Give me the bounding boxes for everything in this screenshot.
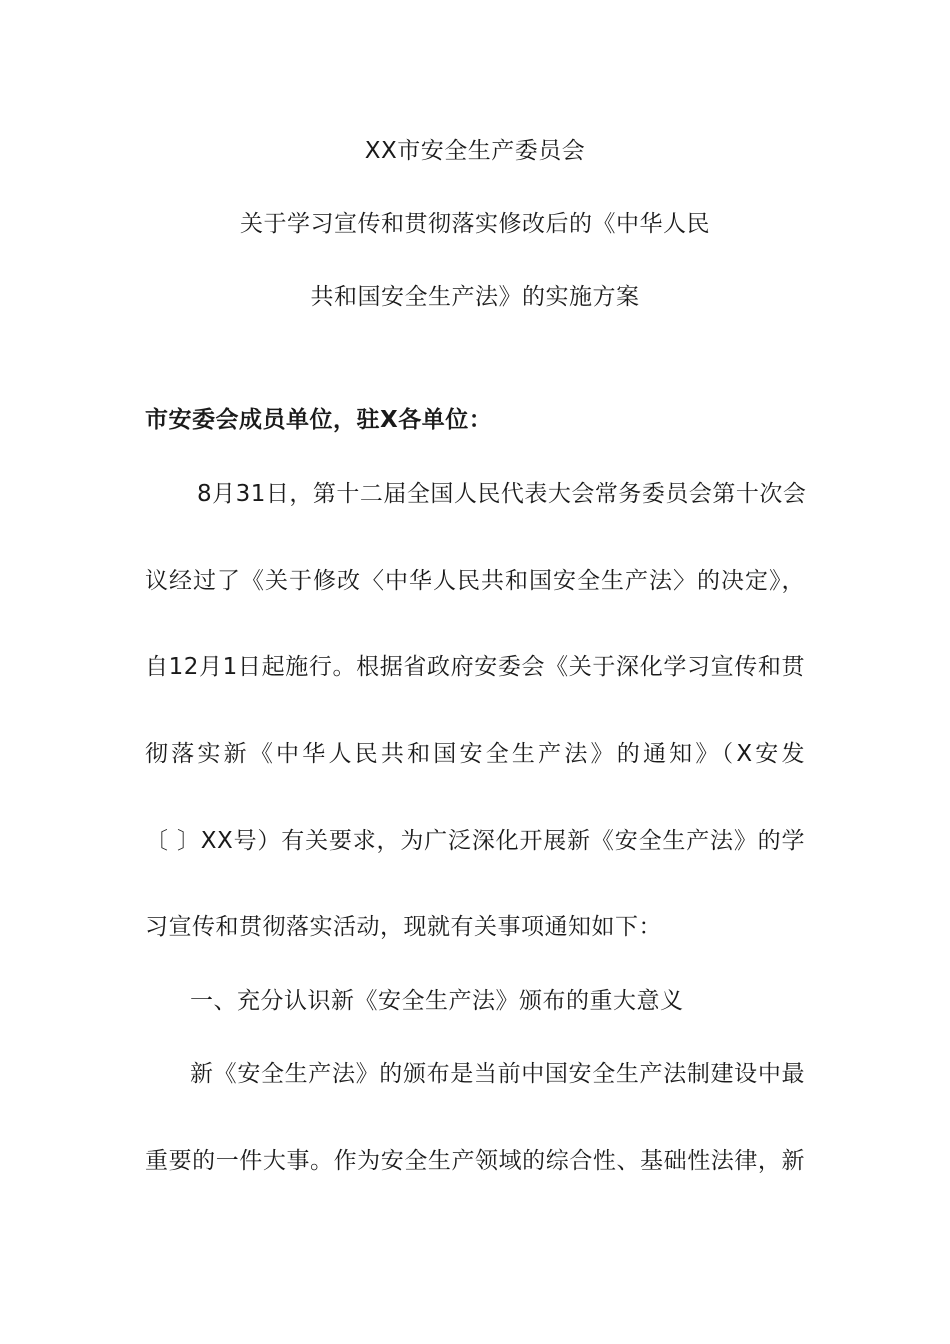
- paragraph-1-line-6: 习宣传和贯彻落实活动，现就有关事项通知如下：: [145, 914, 662, 940]
- section-1-line-2: 重要的一件大事。作为安全生产领域的综合性、基础性法律，新: [145, 1148, 805, 1174]
- salutation: 市安委会成员单位，驻X各单位：: [145, 407, 493, 433]
- title-line-2: 关于学习宣传和贯彻落实修改后的《中华人民: [240, 211, 710, 237]
- title-line-3: 共和国安全生产法》的实施方案: [310, 284, 640, 310]
- section-1-line-1: 新《安全生产法》的颁布是当前中国安全生产法制建设中最: [190, 1061, 805, 1087]
- paragraph-1-line-2: 议经过了《关于修改〈中华人民共和国安全生产法〉的决定》，: [145, 568, 805, 594]
- paragraph-1-line-5: 〔 〕XX号）有关要求，为广泛深化开展新《安全生产法》的学: [145, 828, 805, 854]
- paragraph-1-line-4: 彻落实新《中华人民共和国安全生产法》的通知》（X安发: [145, 741, 805, 767]
- paragraph-1-line-3: 自12月1日起施行。根据省政府安委会《关于深化学习宣传和贯: [145, 654, 805, 680]
- section-1-heading: 一、充分认识新《安全生产法》颁布的重大意义: [190, 988, 684, 1014]
- paragraph-1-line-1: 8月31日，第十二届全国人民代表大会常务委员会第十次会: [197, 481, 807, 507]
- title-line-1: XX市安全生产委员会: [364, 138, 586, 164]
